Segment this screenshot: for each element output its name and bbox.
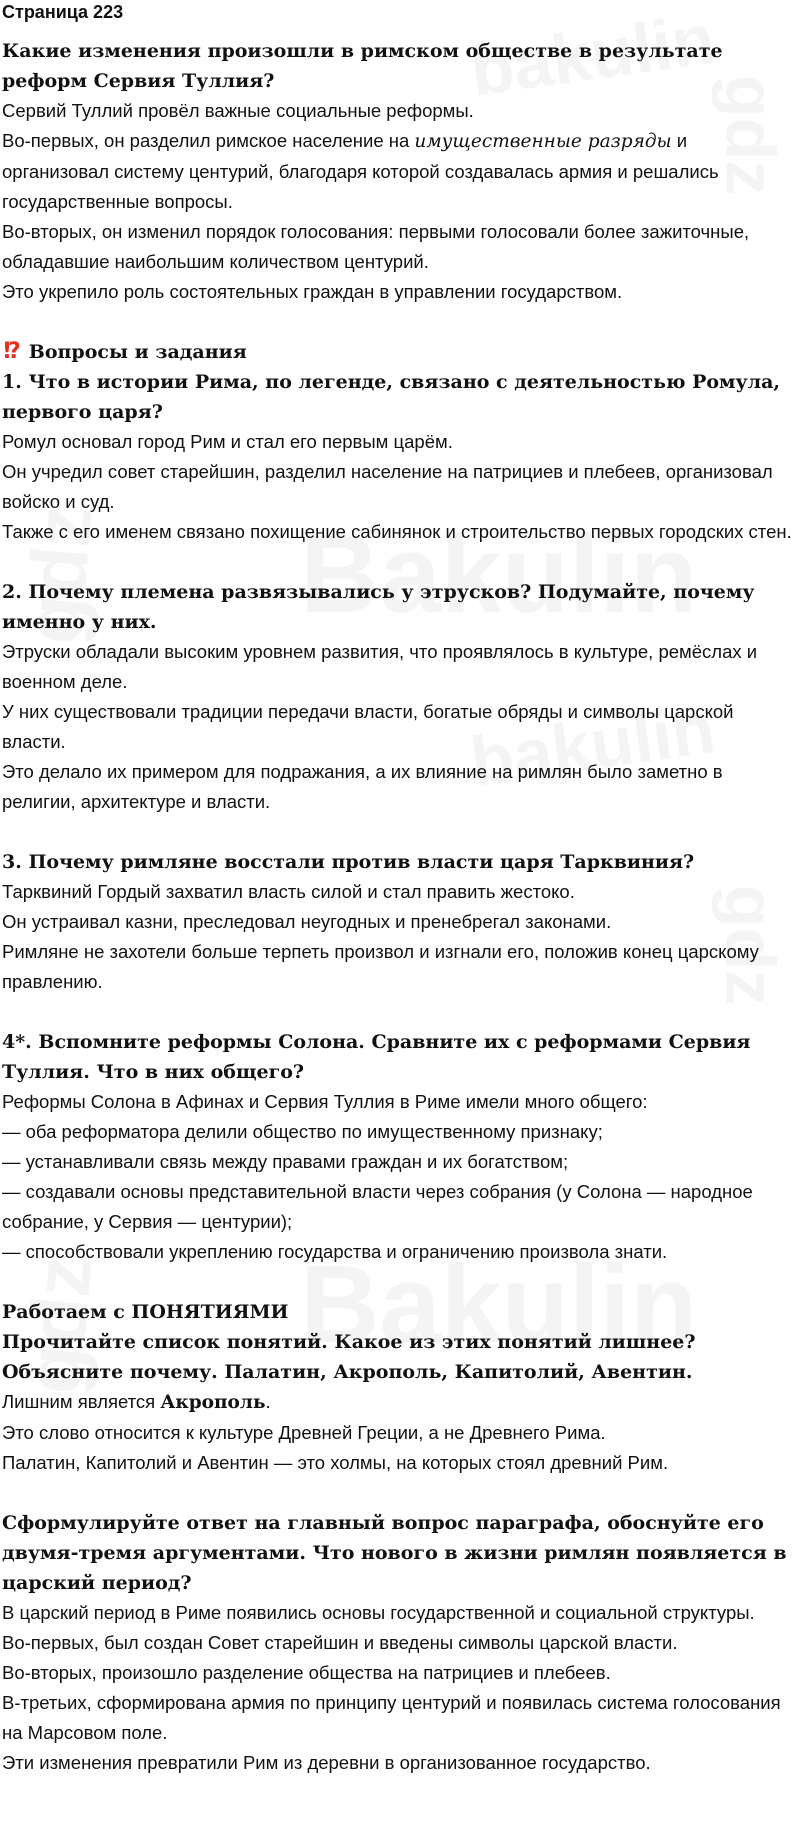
answer-list-item: — устанавливали связь между правами граждан и их богатством; bbox=[2, 1151, 569, 1172]
answer-list-item: — способствовали укреплению государства и ограничению произвола знати. bbox=[2, 1241, 668, 1262]
intro-line-part: Во-первых, он разделил римское население на bbox=[2, 130, 415, 151]
answer-list-item: — оба реформатора делили общество по имущественному признаку; bbox=[2, 1121, 603, 1142]
answer-line: Тарквиний Гордый захватил власть силой и стал править жестоко. bbox=[2, 881, 575, 902]
answer-line: Римляне не захотели больше терпеть произвол и изгнали его, положив конец царскому правлению. bbox=[2, 941, 759, 992]
intro-line: Сервий Туллий провёл важные социальные реформы. bbox=[2, 100, 474, 121]
concepts-answer-term: Акрополь bbox=[160, 1392, 266, 1413]
answer-line: Во-вторых, произошло разделение общества на патрициев и плебеев. bbox=[2, 1662, 611, 1683]
answer-line: Это делало их примером для подражания, а их влияние на римлян было заметно в религии, архитектуре и власти. bbox=[2, 761, 723, 812]
question-4: 4*. Вспомните реформы Солона. Сравните их с реформами Сервия Туллия. Что в них общего? bbox=[2, 1031, 751, 1083]
answer-line: Палатин, Капитолий и Авентин — это холмы, на которых стоял древний Рим. bbox=[2, 1452, 669, 1473]
questions-section-title bbox=[2, 337, 792, 367]
concepts-question: Прочитайте список понятий. Какое из этих понятий лишнее? Объясните почему. Палатин, Акрополь, Капитолий, Авентин. bbox=[2, 1331, 696, 1383]
answer-line: Реформы Солона в Афинах и Сервия Туллия в Риме имели много общего: bbox=[2, 1091, 648, 1112]
intro-line: Это укрепило роль состоятельных граждан в управлении государством. bbox=[2, 281, 623, 302]
main-question: Сформулируйте ответ на главный вопрос параграфа, обоснуйте его двумя-тремя аргументами. Что нового в жизни римлян появляется в царский период? bbox=[2, 1512, 787, 1594]
concepts-answer-suffix: . bbox=[265, 1391, 271, 1412]
concepts-title: Работаем с ПОНЯТИЯМИ bbox=[2, 1301, 289, 1323]
answer-line: В-третьих, сформирована армия по принципу центурий и появилась система голосования на Марсовом поле. bbox=[2, 1692, 781, 1743]
concepts-answer-prefix: Лишним является bbox=[2, 1391, 161, 1412]
concepts-answer bbox=[2, 1387, 792, 1418]
answer-line: Он устраивал казни, преследовал неугодных и пренебрегал законами. bbox=[2, 911, 612, 932]
answer-line: В царский период в Риме появились основы государственной и социальной структуры. bbox=[2, 1602, 755, 1623]
answer-line: Он учредил совет старейшин, разделил население на патрициев и плебеев, организовал войско и суд. bbox=[2, 461, 773, 512]
question-2: 2. Почему племена развязывались у этрусков? Подумайте, почему именно у них. bbox=[2, 581, 755, 633]
question-1: 1. Что в истории Рима, по легенде, связано с деятельностью Ромула, первого царя? bbox=[2, 371, 781, 423]
intro-question: Какие изменения произошли в римском обществе в результате реформ Сервия Туллия? bbox=[2, 40, 723, 92]
answer-line: Также с его именем связано похищение сабинянок и строительство первых городских стен. bbox=[2, 521, 792, 542]
intro-emphasis: имущественные разряды bbox=[414, 131, 672, 152]
intro-line-part: и организовал систему центурий, благодаря которой создавалась армия и решались государственные вопросы. bbox=[2, 130, 719, 212]
page-label: Страница 223 bbox=[2, 2, 124, 22]
answer-line: Эти изменения превратили Рим из деревни в организованное государство. bbox=[2, 1752, 651, 1773]
answer-line: Это слово относится к культуре Древней Греции, а не Древнего Рима. bbox=[2, 1422, 606, 1443]
answer-line: Ромул основал город Рим и стал его первым царём. bbox=[2, 431, 453, 452]
answer-line: Во-первых, был создан Совет старейшин и введены символы царской власти. bbox=[2, 1632, 678, 1653]
exclamation-question-icon: !? bbox=[2, 339, 17, 364]
question-3: 3. Почему римляне восстали против власти царя Тарквиния? bbox=[2, 851, 695, 873]
answer-line: Этруски обладали высоким уровнем развития, что проявлялось в культуре, ремёслах и военном деле. bbox=[2, 641, 758, 692]
intro-line: Во-вторых, он изменил порядок голосования: первыми голосовали более зажиточные, обладавшие наибольшим количеством центурий. bbox=[2, 221, 750, 272]
answer-line: У них существовали традиции передачи власти, богатые обряды и символы царской власти. bbox=[2, 701, 734, 752]
intro-line-with-emphasis bbox=[2, 126, 792, 217]
questions-section-label: Вопросы и задания bbox=[28, 341, 247, 363]
answer-list-item: — создавали основы представительной власти через собрания (у Солона — народное собрание, у Сервия — центурии); bbox=[2, 1181, 753, 1232]
